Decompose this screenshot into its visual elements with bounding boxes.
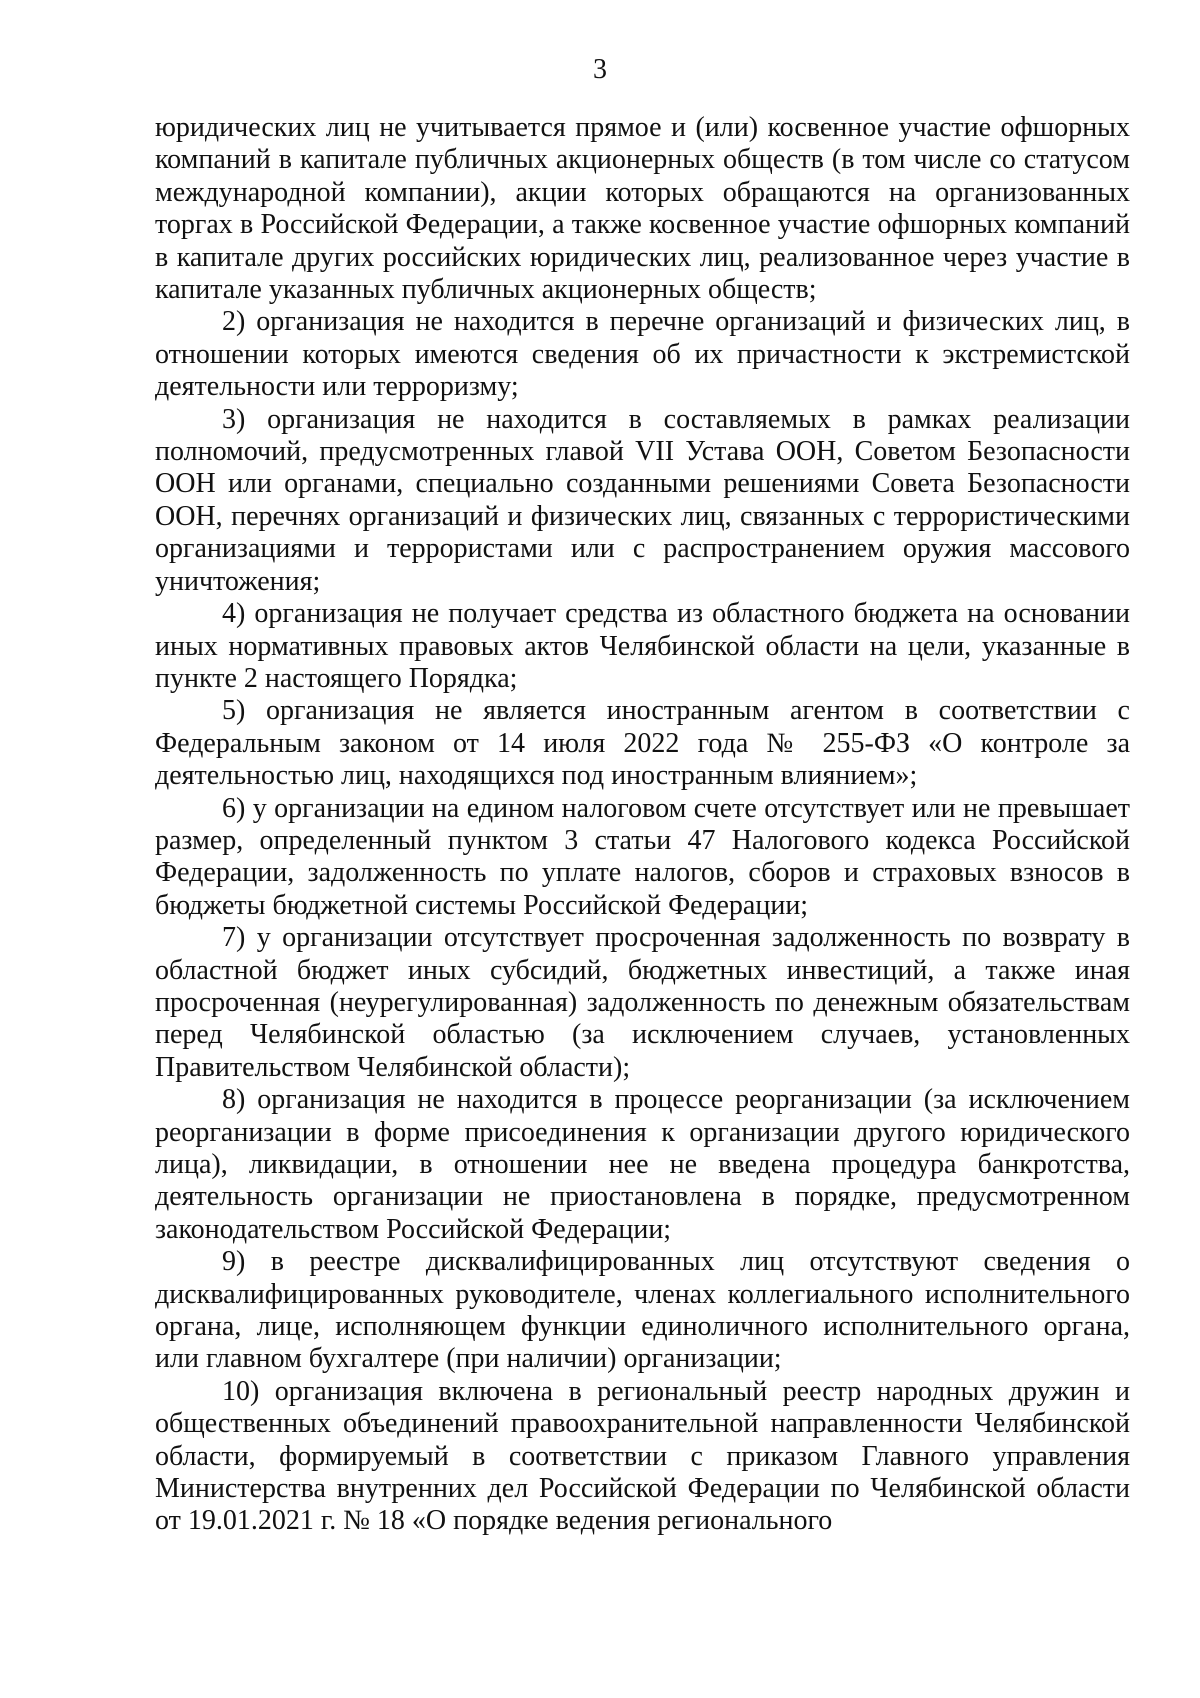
- paragraph-item-9: 9) в реестре дисквалифицированных лиц отсутствуют сведения о дисквалифицированных руководителе, членах коллегиального исполнительного органа, лице, исполняющем функции единоличного исполнительного органа, или главном бухгалтере (при наличии) организации;: [155, 1246, 1130, 1375]
- paragraph-item-5: 5) организация не является иностранным агентом в соответствии с Федеральным законом от 14 июля 2022 года № 255-ФЗ «О контроле за деятельностью лиц, находящихся под иностранным влиянием»;: [155, 695, 1130, 792]
- paragraph-continuation: юридических лиц не учитывается прямое и (или) косвенное участие офшорных компаний в капитале публичных акционерных обществ (в том числе со статусом международной компании), акции которых обращаются на организованных торгах в Российской Федерации, а также косвенное участие офшорных компаний в капитале других российских юридических лиц, реализованное через участие в капитале указанных публичных акционерных обществ;: [155, 112, 1130, 306]
- paragraph-item-2: 2) организация не находится в перечне организаций и физических лиц, в отношении которых имеются сведения об их причастности к экстремистской деятельности или терроризму;: [155, 306, 1130, 403]
- paragraph-item-8: 8) организация не находится в процессе реорганизации (за исключением реорганизации в форме присоединения к организации другого юридического лица), ликвидации, в отношении нее не введена процедура банкротства, деятельность организации не приостановлена в порядке, предусмотренном законодательством Российской Федерации;: [155, 1084, 1130, 1245]
- paragraph-item-6: 6) у организации на едином налоговом счете отсутствует или не превышает размер, определенный пунктом 3 статьи 47 Налогового кодекса Российской Федерации, задолженность по уплате налогов, сборов и страховых взносов в бюджеты бюджетной системы Российской Федерации;: [155, 792, 1130, 921]
- paragraph-item-3: 3) организация не находится в составляемых в рамках реализации полномочий, предусмотренных главой VII Устава ООН, Советом Безопасности ООН или органами, специально созданными решениями Совета Безопасности ООН, перечнях организаций и физических лиц, связанных с террористическими организациями и террористами или с распространением оружия массового уничтожения;: [155, 403, 1130, 597]
- paragraph-item-10: 10) организация включена в региональный реестр народных дружин и общественных объединений правоохранительной направленности Челябинской области, формируемый в соответствии с приказом Главного управления Министерства внутренних дел Российской Федерации по Челябинской области от 19.01.2021 г. № 18 «О порядке ведения регионального: [155, 1375, 1130, 1537]
- paragraph-item-4: 4) организация не получает средства из областного бюджета на основании иных нормативных правовых актов Челябинской области на цели, указанные в пункте 2 настоящего Порядка;: [155, 598, 1130, 694]
- page-number: 3: [593, 54, 607, 85]
- paragraph-item-7: 7) у организации отсутствует просроченная задолженность по возврату в областной бюджет иных субсидий, бюджетных инвестиций, а также иная просроченная (неурегулированная) задолженность по денежным обязательствам перед Челябинской областью (за исключением случаев, установленных Правительством Челябинской области);: [155, 922, 1130, 1083]
- document-body: [155, 112, 1130, 1538]
